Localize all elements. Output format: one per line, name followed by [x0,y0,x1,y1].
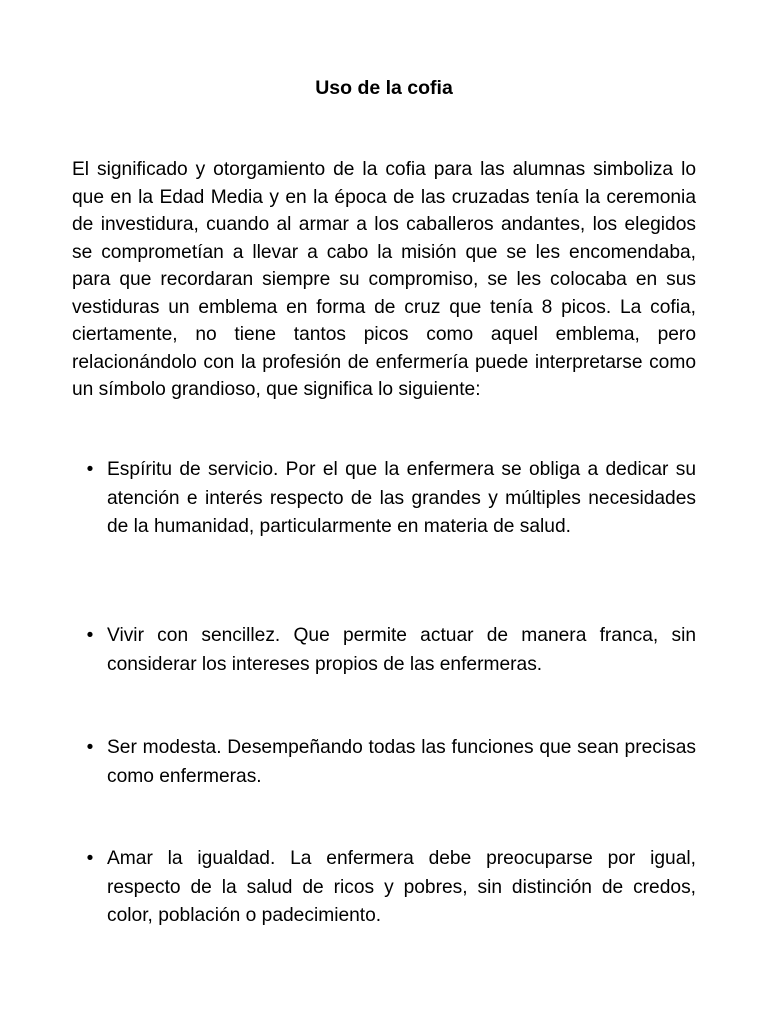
list-item [72,734,696,791]
list-item-text: Ser modesta. Desempeñando todas las funciones que sean precisas como enfermeras. [107,737,696,787]
list-item-text: Amar la igualdad. La enfermera debe preocuparse por igual, respecto de la salud de ricos y pobres, sin distinción de credos, color, población o padecimiento. [107,848,696,926]
list-item [72,456,696,542]
bullet-icon: • [86,737,94,758]
bullet-icon: • [86,625,94,646]
list-item-text: Espíritu de servicio. Por el que la enfermera se obliga a dedicar su atención e interés respecto de las grandes y múltiples necesidades de la humanidad, particularmente en materia de salud. [107,459,696,537]
list-item-text: Vivir con sencillez. Que permite actuar de manera franca, sin considerar los intereses propios de las enfermeras. [107,625,696,675]
list-item [72,622,696,679]
bullet-icon: • [86,848,94,869]
page-title: Uso de la cofia [315,77,453,99]
intro-paragraph: El significado y otorgamiento de la cofia para las alumnas simboliza lo que en la Edad Media y en la época de las cruzadas tenía la ceremonia de investidura, cuando al armar a los caballeros andantes, los elegidos se comprometían a llevar a cabo la misión que se les encomendaba, para que recordaran siempre su compromiso, se les colocaba en sus vestiduras un emblema en forma de cruz que tenía 8 picos. La cofia, ciertamente, no tiene tantos picos como aquel emblema, pero relacionándolo con la profesión de enfermería puede interpretarse como un símbolo grandioso, que significa lo siguiente: [72,159,696,400]
list-item [72,845,696,931]
bullet-icon: • [86,459,94,480]
